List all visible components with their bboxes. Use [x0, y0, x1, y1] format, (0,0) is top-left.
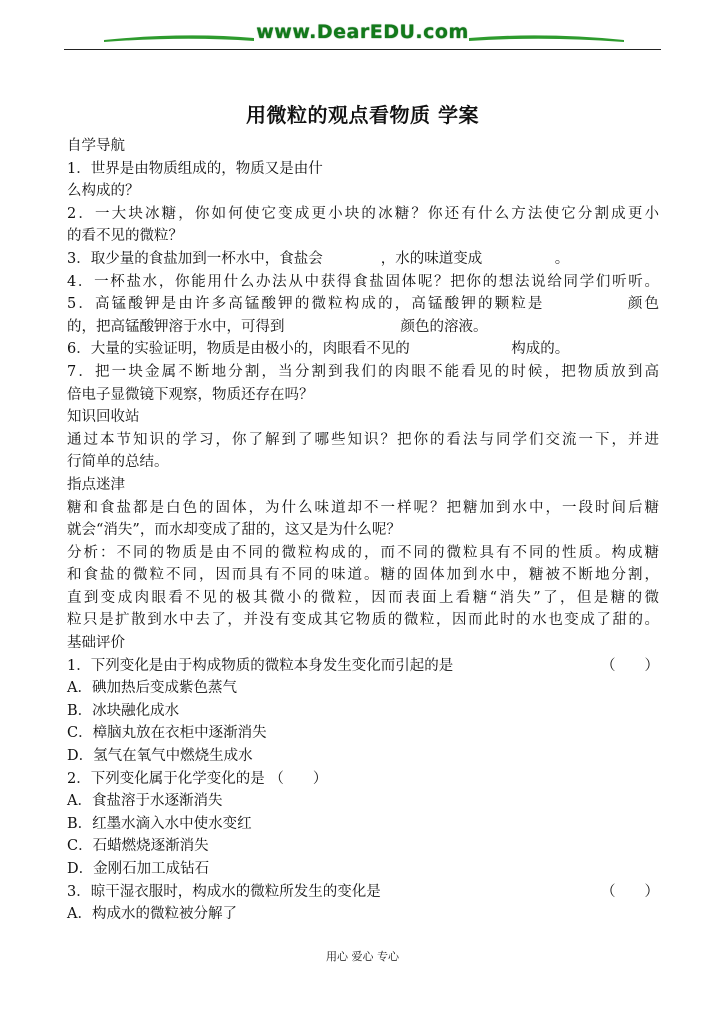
- option-line: D．氢气在氧气中燃烧生成水: [67, 748, 253, 765]
- question-line: 3．取少量的食盐加到一杯水中，食盐会 ，水的味道变成 。: [67, 250, 570, 267]
- option-line: A．构成水的微粒被分解了: [67, 906, 237, 923]
- question-line: [67, 655, 659, 678]
- option-line: B．冰块融化成水: [67, 702, 180, 719]
- paragraph-line: 行简单的总结。: [67, 454, 169, 471]
- question-line: 2．一大块冰糖，你如何使它变成更小块的冰糖？你还有什么方法使它分割成更小: [67, 205, 659, 222]
- paragraph-line: 和食盐的微粒不同，因而具有不同的味道。糖的固体加到水中，糖被不断地分割，: [67, 567, 659, 584]
- question-line: 倍电子显微镜下观察，物质还存在吗？: [67, 386, 314, 403]
- section-heading: 基础评价: [67, 635, 125, 652]
- page-title: 用微粒的观点看物质 学案: [246, 103, 479, 127]
- option-line: A．食盐溶于水逐渐消失: [67, 793, 223, 810]
- option-line: C．樟脑丸放在衣柜中逐渐消失: [67, 725, 267, 742]
- paragraph-line: 分析：不同的物质是由不同的微粒构成的，而不同的微粒具有不同的性质。构成糖: [67, 544, 659, 561]
- question-line: 2．下列变化属于化学变化的是 （ ）: [67, 770, 328, 787]
- question-line: 4．一杯盐水，你能用什么办法从中获得食盐固体呢？把你的想法说给同学们听听。: [67, 273, 659, 290]
- question-text: 1．下列变化是由于构成物质的微粒本身发生变化而引起的是: [67, 657, 454, 674]
- question-line: 7．把一块金属不断地分割，当分割到我们的肉眼不能看见的时候，把物质放到高: [67, 363, 659, 380]
- question-line: 6．大量的实验证明，物质是由极小的，肉眼看不见的 构成的。: [67, 341, 570, 358]
- section-heading: 知识回收站: [67, 409, 140, 426]
- answer-parentheses: （ ）: [601, 883, 659, 900]
- paragraph-line: 就会“消失”，而水却变成了甜的，这又是为什么呢？: [67, 522, 401, 539]
- page-header: [64, 21, 661, 52]
- header-rule: [64, 49, 661, 50]
- question-line: [67, 881, 659, 904]
- option-line: B．红墨水滴入水中使水变红: [67, 815, 252, 832]
- question-line: 1．世界是由物质组成的，物质又是由什: [67, 160, 323, 177]
- paragraph-line: 粒只是扩散到水中去了，并没有变成其它物质的微粒，因而此时的水也变成了甜的。: [67, 612, 659, 629]
- question-line: 的看不见的微粒？: [67, 228, 183, 245]
- answer-parentheses: （ ）: [601, 657, 659, 674]
- option-line: A．碘加热后变成紫色蒸气: [67, 680, 237, 697]
- question-line: 的，把高锰酸钾溶于水中，可得到 颜色的溶液。: [67, 318, 488, 335]
- section-heading: 自学导航: [67, 138, 125, 154]
- paragraph-line: 糖和食盐都是白色的固体，为什么味道却不一样呢？把糖加到水中，一段时间后糖: [67, 499, 659, 516]
- question-text: 3．晾干湿衣服时，构成水的微粒所发生的变化是: [67, 883, 381, 900]
- paragraph-line: 直到变成肉眼看不见的极其微小的微粒，因而表面上看糖“消失”了，但是糖的微: [67, 589, 659, 606]
- site-logo: www.DearEDU.com: [256, 21, 469, 43]
- page-footer: 用心 爱心 专心: [326, 950, 399, 963]
- section-heading: 指点迷津: [67, 476, 125, 493]
- option-line: D．金刚石加工成钻石: [67, 861, 210, 877]
- question-line: 么构成的？: [67, 183, 140, 200]
- document-body: [67, 135, 659, 926]
- paragraph-line: 通过本节知识的学习，你了解到了哪些知识？把你的看法与同学们交流一下，并进: [67, 431, 659, 448]
- question-line: 5．高锰酸钾是由许多高锰酸钾的微粒构成的，高锰酸钾的颗粒是 颜色: [67, 296, 659, 313]
- option-line: C．石蜡燃烧逐渐消失: [67, 838, 209, 855]
